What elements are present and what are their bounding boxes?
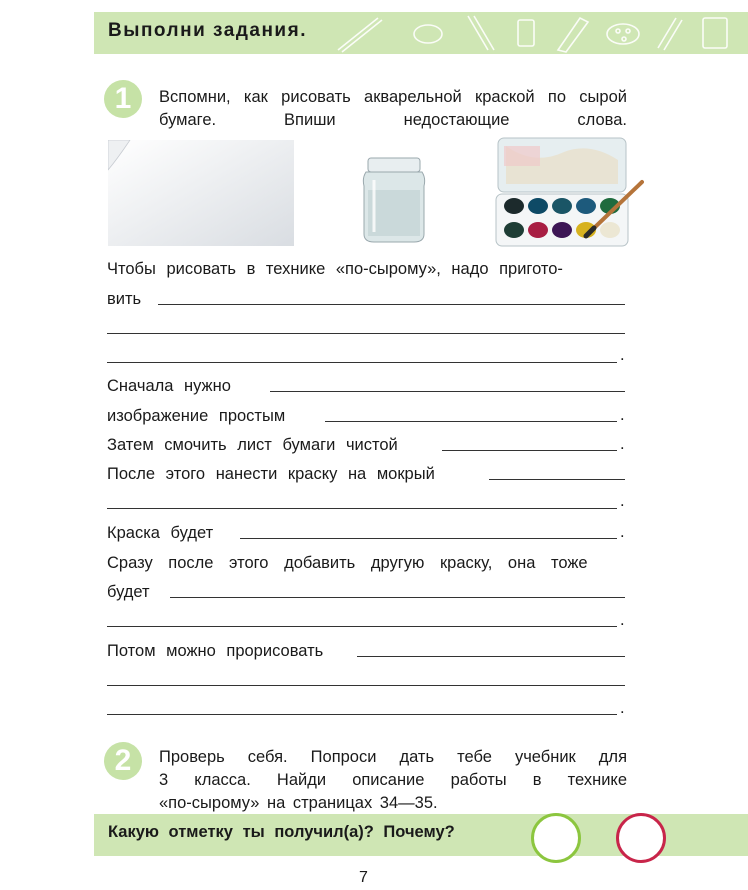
exercise-line-1a: Чтобы рисовать в технике «по-сырому», надо пригото-: [107, 260, 563, 278]
exercise-line-8: будет: [107, 583, 150, 601]
answer-line[interactable]: [442, 450, 617, 451]
answer-line[interactable]: [107, 333, 625, 334]
answer-line[interactable]: [107, 508, 617, 509]
task2-instruction-line-2: 3 класса. Найди описание работы в технике: [159, 771, 627, 789]
exercise-line-2: Сначала нужно: [107, 377, 231, 395]
exercise-line-7: Сразу после этого добавить другую краску, она тоже: [107, 554, 588, 572]
exercise-line-6: Краска будет: [107, 524, 214, 542]
answer-line[interactable]: [158, 304, 625, 305]
exercise-line-1b: вить: [107, 290, 142, 308]
answer-line[interactable]: [357, 656, 625, 657]
answer-line[interactable]: [325, 421, 617, 422]
paper-sheet-image: [108, 140, 294, 246]
answer-line[interactable]: [170, 597, 625, 598]
exercise-line-5: После этого нанести краску на мокрый: [107, 465, 435, 483]
exercise-line-3: изображение простым: [107, 407, 286, 425]
paint-pan: [528, 222, 548, 238]
period: .: [620, 346, 625, 364]
self-assessment-question: Какую отметку ты получил(а)? Почему?: [108, 823, 455, 841]
exercise-line-9: Потом можно прорисовать: [107, 642, 324, 660]
period: .: [620, 406, 625, 424]
paint-pan: [576, 198, 596, 214]
paint-pan: [528, 198, 548, 214]
art-supplies-pattern: [318, 12, 748, 54]
exercise-line-4: Затем смочить лист бумаги чистой: [107, 436, 398, 454]
paint-pan: [504, 198, 524, 214]
watercolor-paint-box-image: [494, 136, 644, 248]
page-title: Выполни задания.: [108, 20, 307, 41]
task-number-2: 2: [104, 742, 142, 780]
task2-instruction-line-3: «по-сырому» на страницах 34—35.: [159, 794, 438, 812]
task1-instruction: Вспомни, как рисовать акварельной краской по сырой бумаге. Впиши недостающие слова.: [159, 88, 627, 129]
answer-line[interactable]: [107, 626, 617, 627]
answer-line[interactable]: [240, 538, 617, 539]
answer-line[interactable]: [489, 479, 625, 480]
answer-line[interactable]: [107, 714, 617, 715]
green-mark-circle[interactable]: [531, 813, 581, 863]
answer-line[interactable]: [270, 391, 625, 392]
red-mark-circle[interactable]: [616, 813, 666, 863]
paint-pan: [504, 222, 524, 238]
period: .: [620, 699, 625, 717]
paint-pan: [552, 222, 572, 238]
task-number-1: 1: [104, 80, 142, 118]
task2-instruction-line-1: Проверь себя. Попроси дать тебе учебник для: [159, 748, 627, 766]
period: .: [620, 492, 625, 510]
page-number: 7: [359, 869, 368, 886]
water-jar-image: [360, 156, 428, 244]
paint-pan: [600, 222, 620, 238]
answer-line[interactable]: [107, 685, 625, 686]
period: .: [620, 611, 625, 629]
period: .: [620, 435, 625, 453]
period: .: [620, 523, 625, 541]
paint-pan: [552, 198, 572, 214]
answer-line[interactable]: [107, 362, 617, 363]
